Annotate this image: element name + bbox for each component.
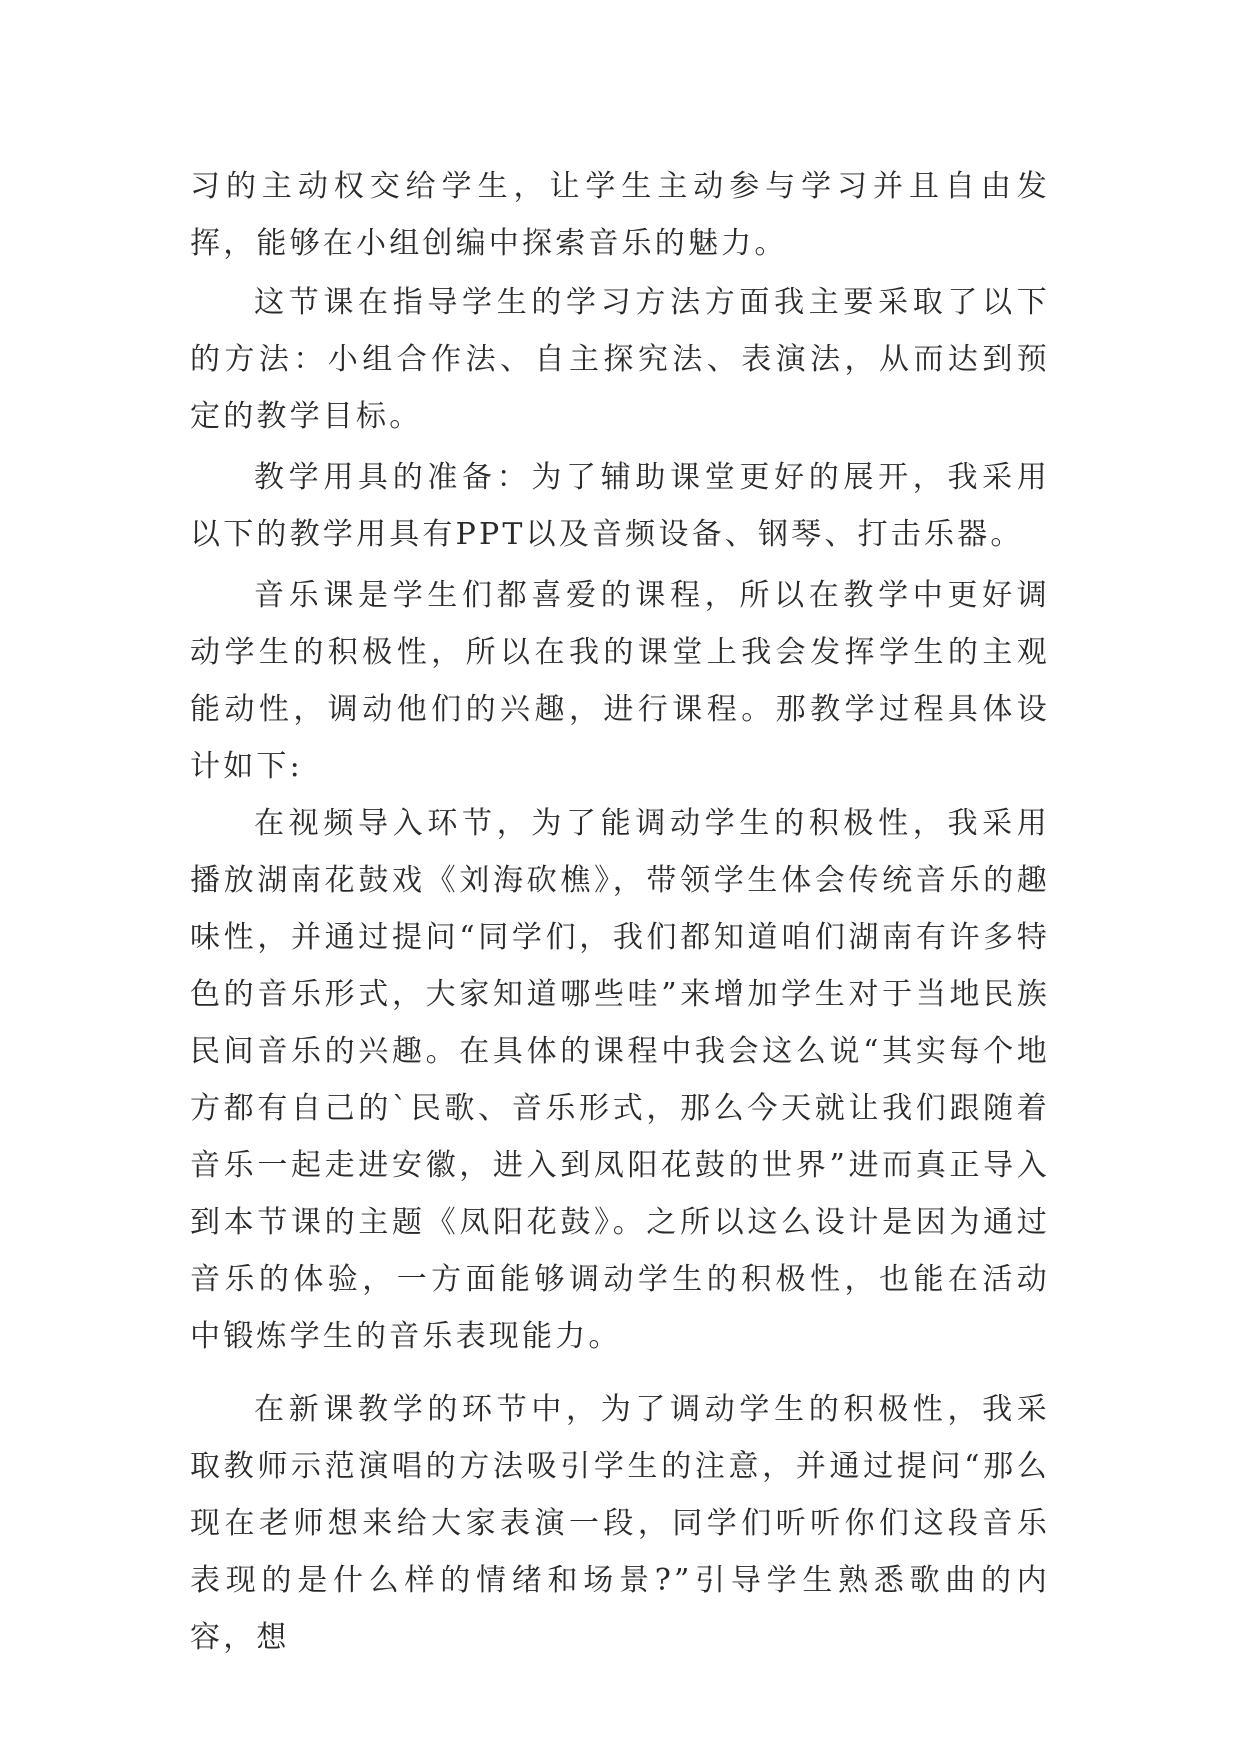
paragraph-1: 习的主动权交给学生，让学生主动参与学习并且自由发挥，能够在小组创编中探索音乐的魅力。: [190, 169, 1050, 261]
document-body: [190, 158, 1050, 1666]
paragraph-gap: [190, 1365, 1050, 1381]
paragraph-2: 这节课在指导学生的学习方法方面我主要采取了以下的方法：小组合作法、自主探究法、表演法，从而达到预定的教学目标。: [190, 285, 1050, 434]
paragraph-4: 音乐课是学生们都喜爱的课程，所以在教学中更好调动学生的积极性，所以在我的课堂上我会发挥学生的主观能动性，调动他们的兴趣，进行课程。那教学过程具体设计如下:: [190, 578, 1050, 784]
paragraph-6: 在新课教学的环节中，为了调动学生的积极性，我采取教师示范演唱的方法吸引学生的注意，并通过提问“那么现在老师想来给大家表演一段，同学们听听你们这段音乐表现的是什么样的情绪和场景?”引导学生熟悉歌曲的内容，想: [190, 1392, 1050, 1655]
paragraph-5: 在视频导入环节，为了能调动学生的积极性，我采用播放湖南花鼓戏《刘海砍樵》，带领学生体会传统音乐的趣味性，并通过提问“同学们，我们都知道咱们湖南有许多特色的音乐形式，大家知道哪些哇”来增加学生对于当地民族民间音乐的兴趣。在具体的课程中我会这么说“其实每个地方都有自己的`民歌、音乐形式，那么今天就让我们跟随着音乐一起走进安徽，进入到凤阳花鼓的世界”进而真正导入到本节课的主题《凤阳花鼓》。之所以这么设计是因为通过音乐的体验，一方面能够调动学生的积极性，也能在活动中锻炼学生的音乐表现能力。: [190, 806, 1050, 1354]
paragraph-3: 教学用具的准备：为了辅助课堂更好的展开，我采用以下的教学用具有PPT以及音频设备、钢琴、打击乐器。: [190, 460, 1050, 552]
